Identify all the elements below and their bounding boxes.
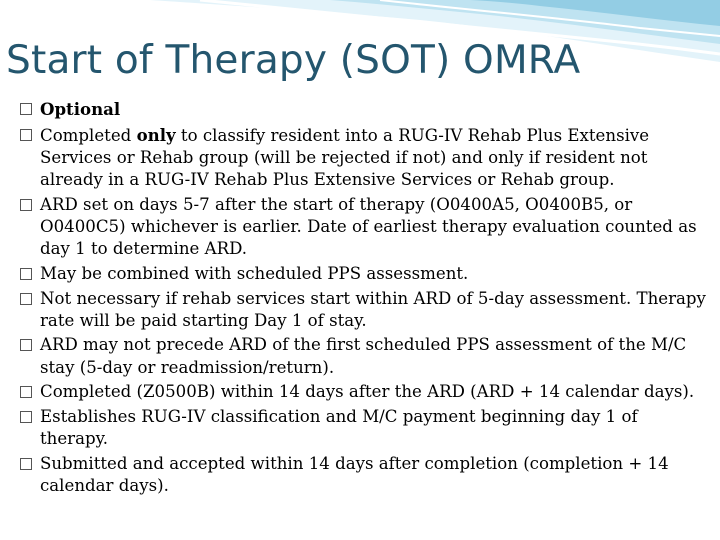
bullet-text: Completed bbox=[40, 125, 137, 145]
bullet-text: Completed (Z0500B) within 14 days after the ARD (ARD + 14 calendar days). bbox=[40, 382, 695, 402]
square-bullet-icon bbox=[20, 103, 32, 115]
square-bullet-icon bbox=[20, 411, 32, 423]
square-bullet-icon bbox=[20, 129, 32, 141]
bullet-item bbox=[18, 288, 708, 333]
bullet-text: ARD may not precede ARD of the first scheduled PPS assessment of the M/C stay (5-day or readmission/return). bbox=[40, 335, 687, 377]
bullet-item bbox=[18, 98, 708, 121]
square-bullet-icon bbox=[20, 268, 32, 280]
bullet-text-bold: Optional bbox=[40, 99, 121, 119]
bullet-list bbox=[18, 98, 708, 500]
bullet-text: Not necessary if rehab services start within ARD of 5-day assessment. Therapy rate will be paid starting Day 1 of stay. bbox=[40, 288, 706, 330]
bullet-item bbox=[18, 406, 708, 451]
square-bullet-icon bbox=[20, 458, 32, 470]
bullet-item bbox=[18, 194, 708, 261]
bullet-item bbox=[18, 124, 708, 192]
bullet-text: May be combined with scheduled PPS assessment. bbox=[40, 263, 469, 283]
square-bullet-icon bbox=[20, 339, 32, 351]
bullet-item bbox=[18, 334, 708, 379]
bullet-text: Submitted and accepted within 14 days after completion (completion + 14 calendar days). bbox=[40, 453, 669, 496]
bullet-text: to classify resident into a RUG-IV Rehab Plus Extensive Services or Rehab group (will be rejected if not) and only if resident not already in a RUG-IV Rehab Plus Extensive Services or Rehab group. bbox=[40, 125, 650, 190]
slide-title: Start of Therapy (SOT) OMRA bbox=[6, 38, 581, 83]
bullet-text: Establishes RUG-IV classification and M/C payment beginning day 1 of therapy. bbox=[40, 406, 638, 449]
square-bullet-icon bbox=[20, 199, 32, 211]
bullet-item bbox=[18, 453, 708, 498]
bullet-item bbox=[18, 263, 708, 285]
bullet-text: ARD set on days 5-7 after the start of therapy (O0400A5, O0400B5, or O0400C5) whichever is earlier. Date of earliest therapy evaluation counted as day 1 to determine ARD. bbox=[40, 194, 697, 259]
square-bullet-icon bbox=[20, 386, 32, 398]
square-bullet-icon bbox=[20, 293, 32, 305]
bullet-text-bold: only bbox=[136, 124, 176, 145]
bullet-item bbox=[18, 381, 708, 403]
